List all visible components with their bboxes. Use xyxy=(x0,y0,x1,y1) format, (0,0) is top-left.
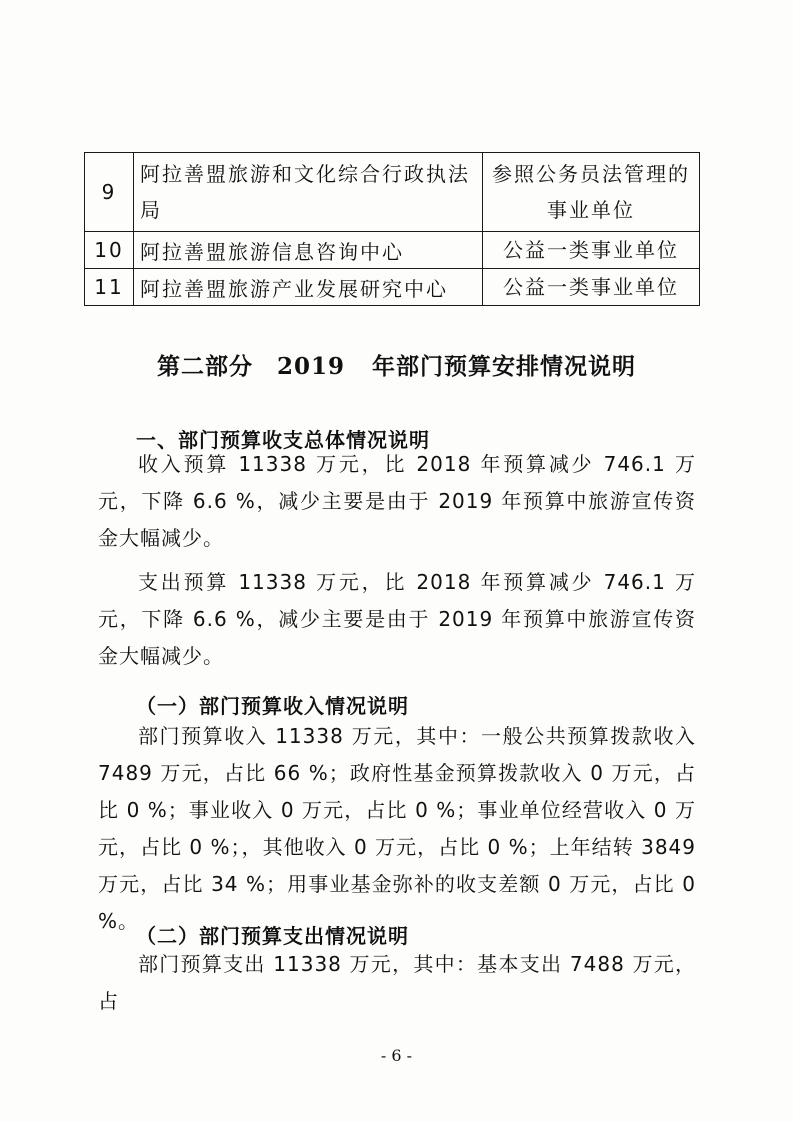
unit-type: 公益一类事业单位 xyxy=(483,269,700,306)
table-row xyxy=(85,153,700,232)
section-title: 第二部分 2019 年部门预算安排情况说明 xyxy=(156,353,637,380)
table-row xyxy=(85,232,700,269)
row-number: 9 xyxy=(85,153,134,232)
income-heading: （一）部门预算收入情况说明 xyxy=(136,694,409,718)
unit-name: 阿拉善盟旅游信息咨询中心 xyxy=(134,232,483,269)
unit-type: 参照公务员法管理的事业单位 xyxy=(483,153,700,232)
unit-name: 阿拉善盟旅游和文化综合行政执法局 xyxy=(134,153,483,232)
table-row xyxy=(85,269,700,306)
page-number: - 6 - xyxy=(380,1046,413,1065)
row-number: 11 xyxy=(85,269,134,306)
income-summary-paragraph: 收入预算 11338 万元，比 2018 年预算减少 746.1 万元，下降 6.6 %，减少主要是由于 2019 年预算中旅游宣传资金大幅减少。 xyxy=(98,452,696,550)
overall-heading: 一、部门预算收支总体情况说明 xyxy=(136,428,430,452)
unit-name: 阿拉善盟旅游产业发展研究中心 xyxy=(134,269,483,306)
expense-paragraph: 部门预算支出 11338 万元，其中：基本支出 7488 万元，占 xyxy=(98,952,696,1013)
expense-heading: （二）部门预算支出情况说明 xyxy=(136,924,409,948)
unit-table xyxy=(84,152,700,306)
unit-type: 公益一类事业单位 xyxy=(483,232,700,269)
expense-summary-paragraph: 支出预算 11338 万元，比 2018 年预算减少 746.1 万元，下降 6.6 %，减少主要是由于 2019 年预算中旅游宣传资金大幅减少。 xyxy=(98,570,696,668)
income-paragraph: 部门预算收入 11338 万元，其中：一般公共预算拨款收入 7489 万元，占比 66 %；政府性基金预算拨款收入 0 万元，占比 0 %；事业收入 0 万元，占比 0 %；事业单位经营收入 0 万元，占比 0 %；，其他收入 0 万元，占比 0 %；上年结转 3849 万元，占比 34 %；用事业基金弥补的收支差额 0 万元，占比 0 %。 xyxy=(98,724,696,933)
row-number: 10 xyxy=(85,232,134,269)
